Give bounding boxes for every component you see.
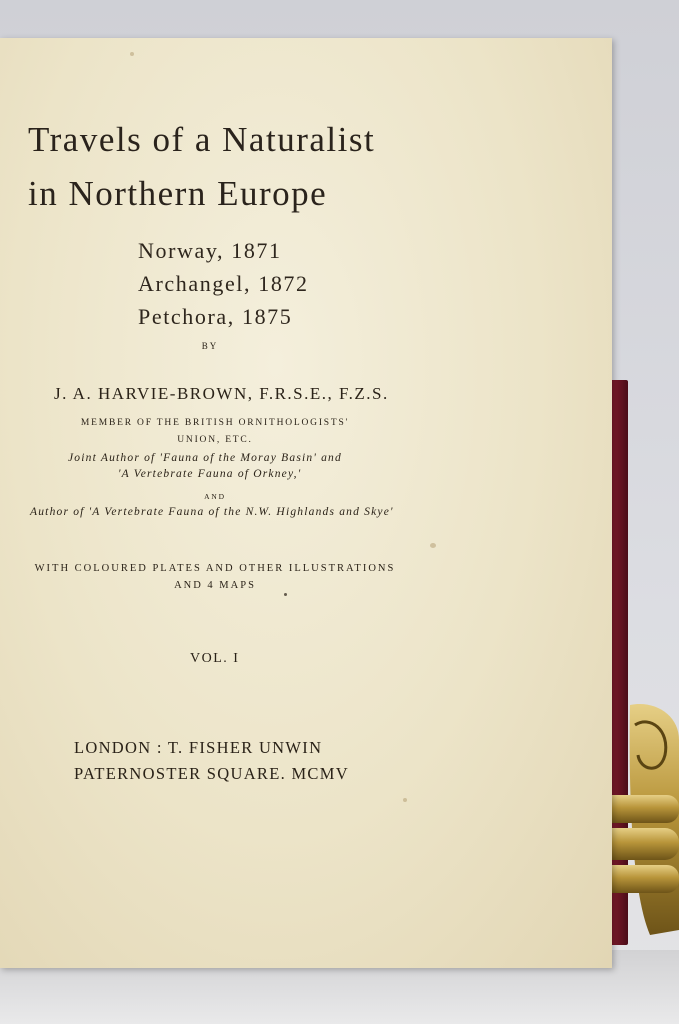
journey-norway: Norway, 1871 xyxy=(138,238,282,263)
foxing-spot xyxy=(403,798,407,802)
joint-author-line-2: 'A Vertebrate Fauna of Orkney,' xyxy=(118,468,302,480)
author-of-line: Author of 'A Vertebrate Fauna of the N.W. Highlands and Skye' xyxy=(30,506,394,518)
imprint-line-2: PATERNOSTER SQUARE. MCMV xyxy=(74,764,349,783)
title-line-2: in Northern Europe xyxy=(28,174,328,213)
illustrations-line-1: WITH COLOURED PLATES AND OTHER ILLUSTRATIONS xyxy=(34,563,396,574)
joint-author-line-1: Joint Author of 'Fauna of the Moray Basin' and xyxy=(68,452,342,464)
by-label: BY xyxy=(201,341,219,351)
foxing-spot xyxy=(130,52,134,56)
illustrations-line-2: AND 4 MAPS xyxy=(174,580,256,591)
foxing-spot xyxy=(430,543,436,548)
journey-petchora: Petchora, 1875 xyxy=(138,304,293,329)
foxing-spot xyxy=(284,593,287,596)
member-line-1: MEMBER OF THE BRITISH ORNITHOLOGISTS' xyxy=(80,418,350,428)
title-line-1: Travels of a Naturalist xyxy=(28,120,376,159)
imprint-line-1: LONDON : T. FISHER UNWIN xyxy=(74,738,323,757)
title-page xyxy=(0,38,612,968)
volume-number: VOL. I xyxy=(190,651,240,666)
journey-archangel: Archangel, 1872 xyxy=(138,271,309,296)
and-label: AND xyxy=(204,492,226,501)
author-name: J. A. HARVIE-BROWN, F.R.S.E., F.Z.S. xyxy=(54,384,389,403)
member-line-2: UNION, ETC. xyxy=(177,435,253,445)
